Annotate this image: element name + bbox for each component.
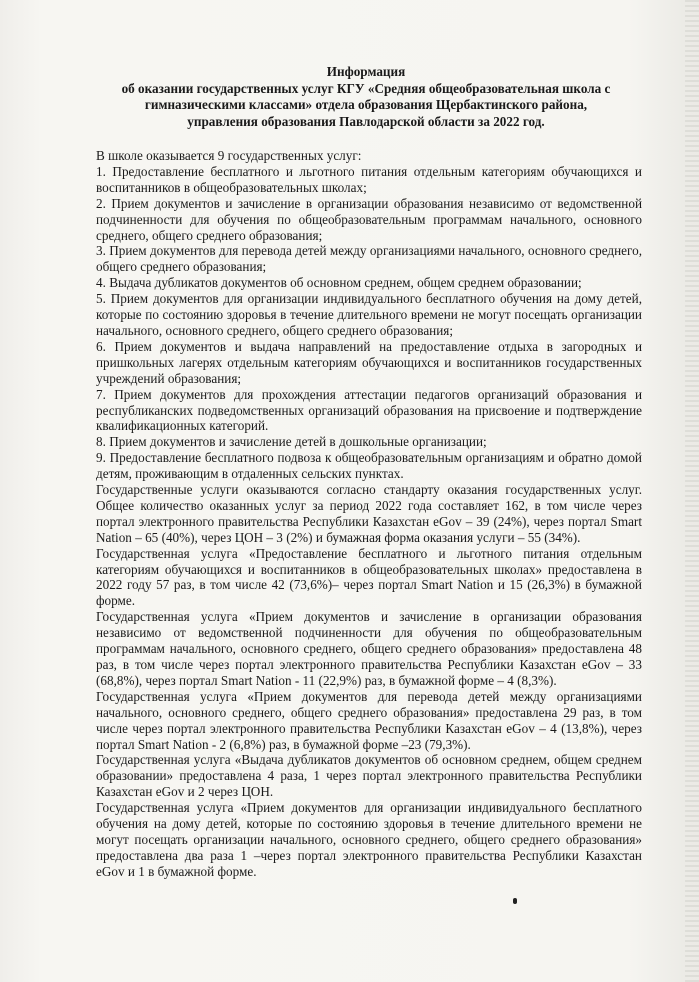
- list-item: 7. Прием документов для прохождения аттестации педагогов организаций образования и республиканских подведомственных организаций образования на присвоение и подтверждение квалификационных категорий.: [96, 386, 642, 434]
- list-item: 2. Прием документов и зачисление в организации образования независимо от ведомственной подчиненности для обучения по общеобразовательным программам начального, основного среднего, общего среднего образования;: [96, 195, 642, 243]
- list-item: 8. Прием документов и зачисление детей в дошкольные организации;: [96, 434, 487, 450]
- body-paragraph: Государственная услуга «Прием документов для перевода детей между организациями начального, основного среднего, общего среднего образования» предоставлена 29 раз, в том числе через портал электронного правительства Республики Казахстан eGov – 4 (13,8%), через портал Smart Nation - 2 (6,8%) раз, в бумажной форме –23 (79,3%).: [96, 688, 642, 752]
- body-paragraph: Государственная услуга «Выдача дубликатов документов об основном среднем, общем среднем образовании» предоставлена 4 раза, 1 через портал электронного правительства Республики Казахстан eGov и 2 через ЦОН.: [96, 752, 642, 800]
- document-body: [96, 148, 642, 880]
- list-item: 9. Предоставление бесплатного подвоза к общеобразовательным организациям и обратно домой детям, проживающим в отдаленных сельских пунктах.: [96, 450, 642, 482]
- list-item: 5. Прием документов для организации индивидуального бесплатного обучения на дому детей, которые по состоянию здоровья в течение длительного времени не могут посещать организации начального, основного среднего, общего среднего образования;: [96, 291, 642, 338]
- body-paragraph: Государственная услуга «Прием документов и зачисление в организации образования независимо от ведомственной подчиненности для обучения по общеобразовательным программам начального, основного среднего, общего среднего образования» предоставлена 48 раз, в том числе через портал электронного правительства Республики Казахстан eGov – 33 (68,8%), через портал Smart Nation - 11 (22,9%) раз, в бумажной форме – 4 (8,3%).: [96, 609, 642, 688]
- list-item: 4. Выдача дубликатов документов об основном среднем, общем среднем образовании;: [96, 275, 582, 291]
- list-item: 6. Прием документов и выдача направлений на предоставление отдыха в загородных и пришкольных лагерях отдельным категориям обучающихся и воспитанников государственных учреждений образования;: [96, 338, 642, 386]
- document-header: [96, 64, 636, 130]
- header-subtitle-line: управления образования Павлодарской области за 2022 год.: [187, 113, 545, 129]
- list-item: 3. Прием документов для перевода детей между организациями начального, основного среднего, общего среднего образования;: [96, 243, 642, 275]
- body-paragraph: Государственная услуга «Прием документов для организации индивидуального бесплатного обучения на дому детей, которые по состоянию здоровья в течение длительного времени не могут посещать организации начального, основного среднего, общего среднего образования» предоставлена два раза 1 –через портал электронного правительства Республики Казахстан eGov и 1 в бумажной форме.: [96, 800, 642, 879]
- intro-paragraph: В школе оказывается 9 государственных услуг:: [96, 148, 362, 163]
- header-subtitle-line: гимназическими классами» отдела образования Щербактинского района,: [144, 97, 588, 112]
- body-paragraph: Государственная услуга «Предоставление бесплатного и льготного питания отдельным категориям обучающихся и воспитанников в общеобразовательных школах» предоставлена в 2022 году 57 раз, в том числе 42 (73,6%)– через портал Smart Nation и 15 (26,3%) в бумажной форме.: [96, 545, 642, 609]
- header-title: Информация: [326, 64, 406, 79]
- header-subtitle-line: об оказании государственных услуг КГУ «Средняя общеобразовательная школа с: [121, 80, 611, 96]
- body-paragraph: Государственные услуги оказываются согласно стандарту оказания государственных услуг. Общее количество оказанных услуг за период 2022 года составляет 162, в том числе через портал электронного правительства Республики Казахстан eGov – 39 (24%), через портал Smart Nation – 65 (40%), через ЦОН – 3 (2%) и бумажная форма оказания услуги – 55 (34%).: [96, 482, 642, 545]
- scan-edge: [685, 0, 699, 982]
- list-item: 1. Предоставление бесплатного и льготного питания отдельным категориям обучающихся и воспитанников в общеобразовательных школах;: [96, 163, 642, 195]
- ink-mark: [513, 898, 517, 904]
